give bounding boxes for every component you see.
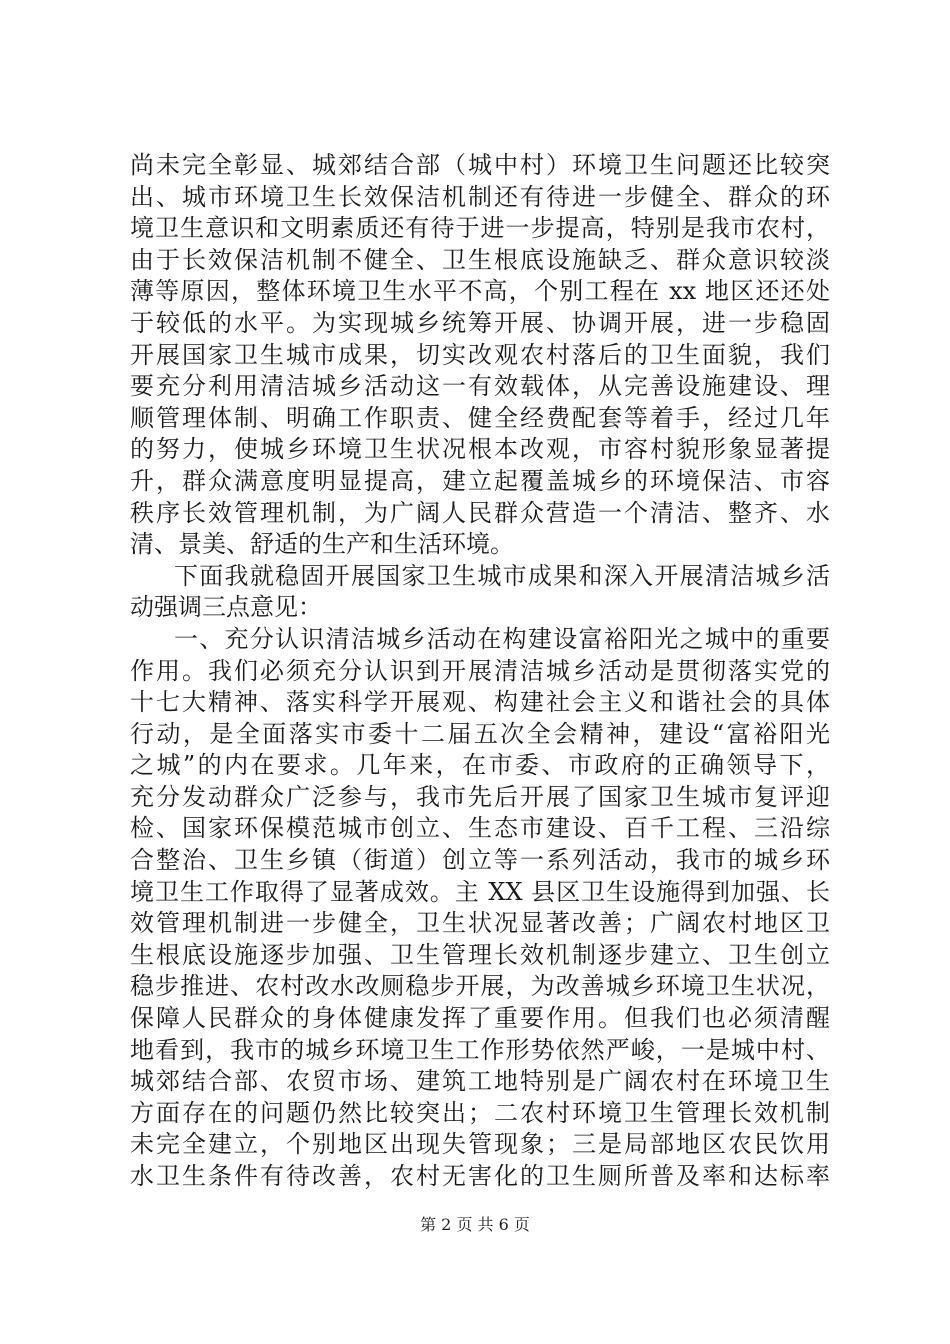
text-line: 未完全建立，个别地区出现失管现象；三是局部地区农民饮用 bbox=[130, 1130, 830, 1159]
text-line: 要充分利用清洁城乡活动这一有效载体，从完善设施建设、理 bbox=[130, 372, 830, 401]
text-line: 清、景美、舒适的生产和生活环境。 bbox=[130, 530, 514, 559]
text-line: 行动，是全面落实市委十二届五次全会精神，建设“富裕阳光 bbox=[130, 719, 830, 748]
text-line: 作用。我们必须充分认识到开展清洁城乡活动是贯彻落实党的 bbox=[130, 656, 830, 685]
document-body bbox=[130, 150, 830, 1193]
text-line: 效管理机制进一步健全，卫生状况显著改善；广阔农村地区卫 bbox=[130, 909, 830, 938]
text-line: 于较低的水平。为实现城乡统筹开展、协调开展，进一步稳固 bbox=[130, 308, 830, 337]
text-line: 稳步推进、农村改水改厕稳步开展，为改善城乡环境卫生状况， bbox=[130, 972, 830, 1001]
text-line: 下面我就稳固开展国家卫生城市成果和深入开展清洁城乡活 bbox=[174, 561, 830, 590]
text-line: 薄等原因，整体环境卫生水平不高，个别工程在 xx 地区还还处 bbox=[130, 277, 830, 306]
paragraph-2 bbox=[130, 561, 830, 624]
text-line: 水卫生条件有待改善，农村无害化的卫生厕所普及率和达标率 bbox=[130, 1162, 830, 1190]
text-line: 秩序长效管理机制，为广阔人民群众营造一个清洁、整齐、水 bbox=[130, 498, 830, 527]
text-line: 之城”的内在要求。几年来，在市委、市政府的正确领导下， bbox=[130, 751, 830, 780]
text-line: 开展国家卫生城市成果，切实改观农村落后的卫生面貌，我们 bbox=[130, 340, 830, 369]
text-line: 境卫生工作取得了显著成效。主 XX 县区卫生设施得到加强、长 bbox=[130, 877, 830, 906]
text-line: 城郊结合部、农贸市场、建筑工地特别是广阔农村在环境卫生 bbox=[130, 1067, 830, 1096]
text-line: 由于长效保洁机制不健全、卫生根底设施缺乏、群众意识较淡 bbox=[130, 245, 830, 274]
text-line: 十七大精神、落实科学开展观、构建社会主义和谐社会的具体 bbox=[130, 688, 830, 717]
text-line: 动强调三点意见： bbox=[130, 593, 322, 622]
text-line: 生根底设施逐步加强、卫生管理长效机制逐步建立、卫生创立 bbox=[130, 940, 830, 969]
page-number-footer: 第 2 页 共 6 页 bbox=[420, 1215, 530, 1234]
text-line: 保障人民群众的身体健康发挥了重要作用。但我们也必须清醒 bbox=[130, 1004, 830, 1033]
text-line: 的努力，使城乡环境卫生状况根本改观，市容村貌形象显著提 bbox=[130, 435, 830, 464]
text-line: 一、充分认识清洁城乡活动在构建设富裕阳光之城中的重要 bbox=[174, 624, 830, 653]
paragraph-3 bbox=[130, 624, 830, 1193]
text-line: 境卫生意识和文明素质还有待于进一步提高，特别是我市农村， bbox=[130, 214, 830, 243]
text-line: 检、国家环保模范城市创立、生态市建设、百千工程、三沿综 bbox=[130, 814, 830, 843]
text-line: 合整治、卫生乡镇（街道）创立等一系列活动，我市的城乡环 bbox=[130, 846, 830, 875]
text-line: 出、城市环境卫生长效保洁机制还有待进一步健全、群众的环 bbox=[130, 182, 830, 211]
text-line: 尚未完全彰显、城郊结合部（城中村）环境卫生问题还比较突 bbox=[130, 151, 830, 179]
paragraph-1 bbox=[130, 150, 830, 561]
text-line: 方面存在的问题仍然比较突出；二农村环境卫生管理长效机制 bbox=[130, 1098, 830, 1127]
text-line: 充分发动群众广泛参与，我市先后开展了国家卫生城市复评迎 bbox=[130, 782, 830, 811]
text-line: 升，群众满意度明显提高，建立起覆盖城乡的环境保洁、市容 bbox=[130, 466, 830, 495]
text-line: 地看到，我市的城乡环境卫生工作形势依然严峻，一是城中村、 bbox=[130, 1035, 830, 1064]
text-line: 顺管理体制、明确工作职责、健全经费配套等着手，经过几年 bbox=[130, 403, 830, 432]
